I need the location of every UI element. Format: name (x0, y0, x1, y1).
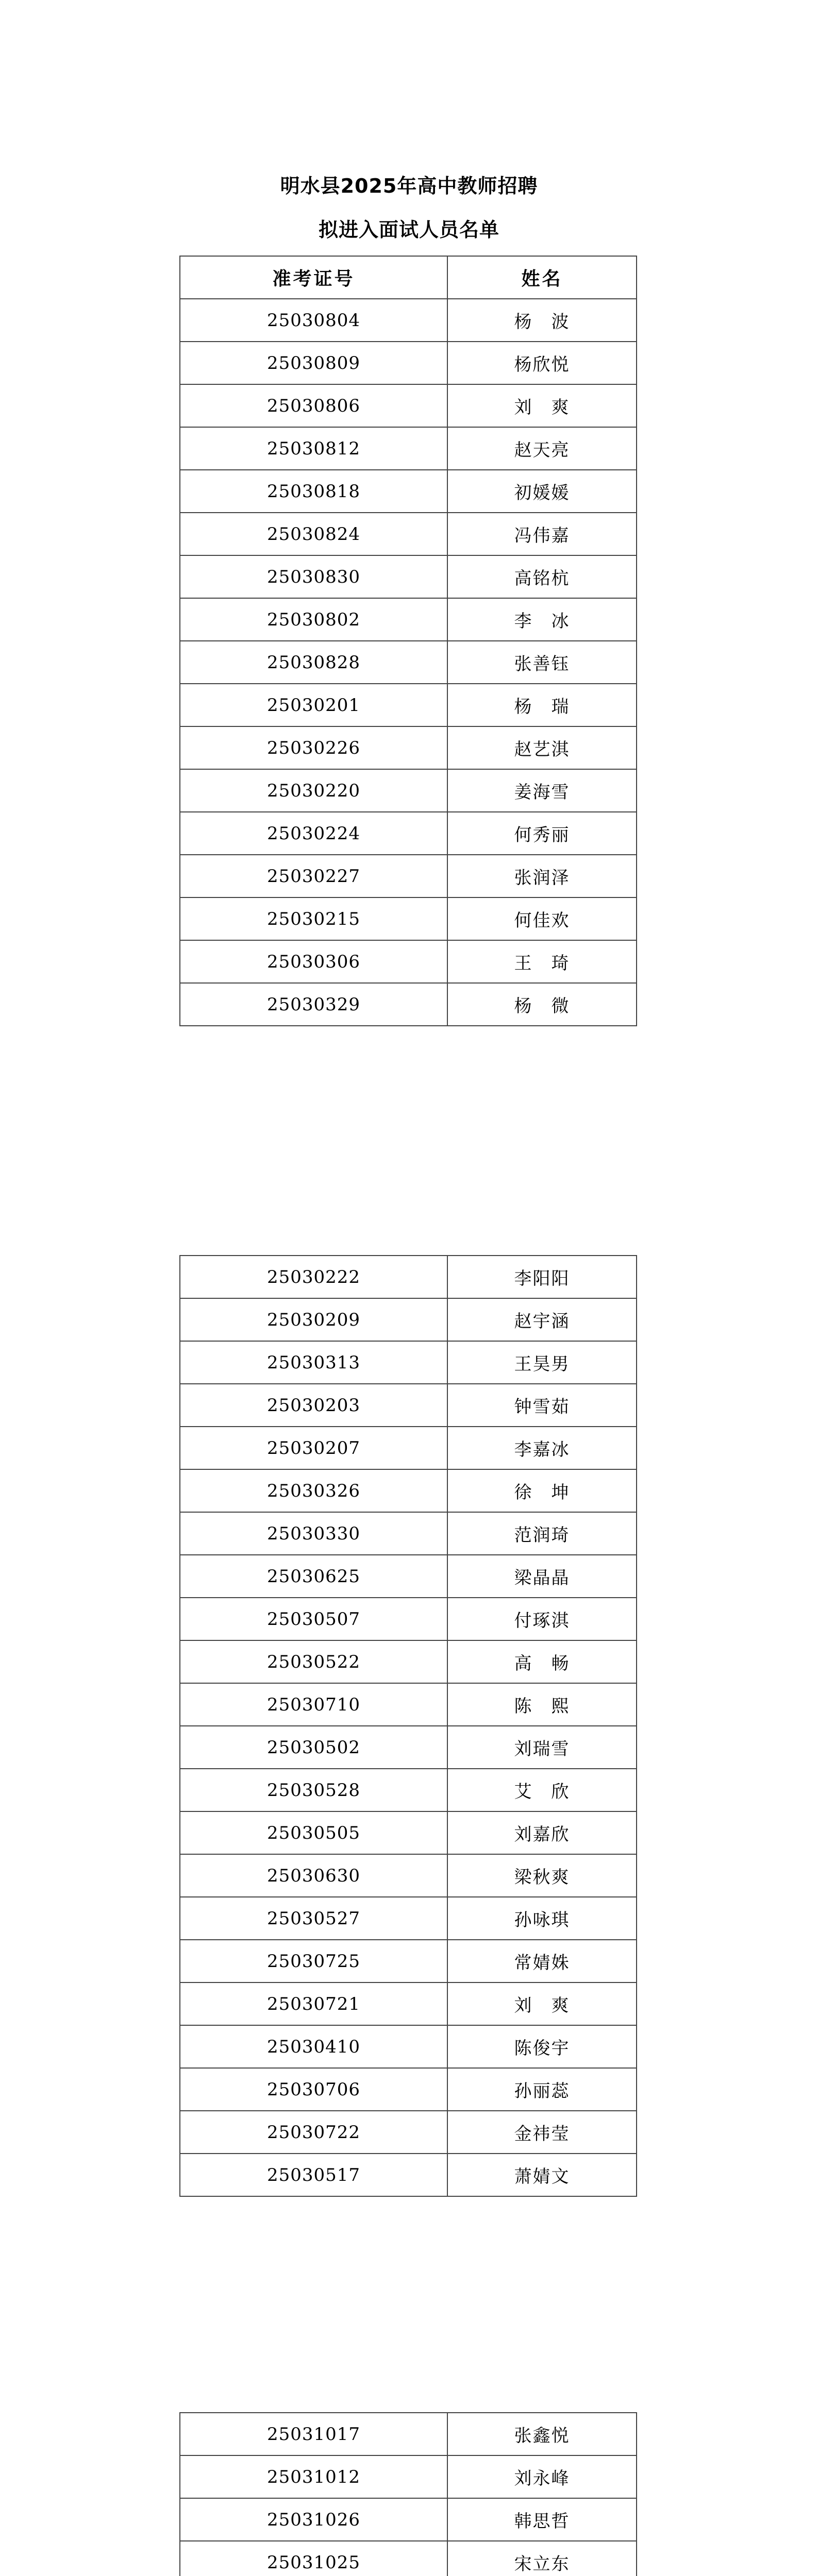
table-row (180, 1298, 637, 1341)
exam-id-cell: 25030828 (180, 641, 447, 684)
table-row (180, 2025, 637, 2068)
exam-id-cell: 25030209 (180, 1298, 447, 1341)
table-header-row (180, 256, 637, 299)
exam-id-cell: 25030227 (180, 855, 447, 897)
candidate-name-cell: 范润琦 (447, 1512, 637, 1555)
exam-id-cell: 25031025 (180, 2541, 447, 2576)
candidate-name-cell: 刘 爽 (447, 384, 637, 427)
table-row (180, 812, 637, 855)
candidate-name-cell: 杨 波 (447, 299, 637, 342)
table-row (180, 1341, 637, 1384)
exam-id-cell: 25030721 (180, 1982, 447, 2025)
header-name: 姓名 (447, 256, 637, 299)
table-row (180, 299, 637, 342)
table-row (180, 470, 637, 513)
table-row (180, 1469, 637, 1512)
candidate-name-cell: 梁秋爽 (447, 1854, 637, 1897)
exam-id-cell: 25030809 (180, 342, 447, 384)
table-row (180, 1512, 637, 1555)
candidate-name-cell: 何佳欢 (447, 897, 637, 940)
candidate-name-cell: 赵艺淇 (447, 726, 637, 769)
candidate-table-page-2 (179, 1255, 637, 2197)
exam-id-cell: 25030706 (180, 2068, 447, 2111)
candidate-name-cell: 何秀丽 (447, 812, 637, 855)
exam-id-cell: 25030502 (180, 1726, 447, 1769)
table-row (180, 2541, 637, 2576)
candidate-name-cell: 刘嘉欣 (447, 1811, 637, 1854)
exam-id-cell: 25030818 (180, 470, 447, 513)
candidate-name-cell: 赵天亮 (447, 427, 637, 470)
candidate-name-cell: 陈 熙 (447, 1683, 637, 1726)
table-row (180, 1811, 637, 1854)
table-row (180, 2498, 637, 2541)
candidate-name-cell: 徐 坤 (447, 1469, 637, 1512)
table-row (180, 427, 637, 470)
exam-id-cell: 25030522 (180, 1640, 447, 1683)
table-row (180, 598, 637, 641)
table-row (180, 513, 637, 555)
exam-id-cell: 25030804 (180, 299, 447, 342)
table-row (180, 769, 637, 812)
exam-id-cell: 25030528 (180, 1769, 447, 1811)
table-row (180, 1897, 637, 1940)
table-row (180, 2111, 637, 2154)
candidate-name-cell: 赵宇涵 (447, 1298, 637, 1341)
exam-id-cell: 25030725 (180, 1940, 447, 1982)
candidate-name-cell: 张润泽 (447, 855, 637, 897)
table-row (180, 1598, 637, 1640)
table-row (180, 1683, 637, 1726)
document-title: 明水县2025年高中教师招聘 (280, 175, 538, 197)
exam-id-cell: 25030410 (180, 2025, 447, 2068)
candidate-name-cell: 张善钰 (447, 641, 637, 684)
exam-id-cell: 25030517 (180, 2154, 447, 2196)
candidate-name-cell: 刘永峰 (447, 2455, 637, 2498)
table-row (180, 1555, 637, 1598)
exam-id-cell: 25030802 (180, 598, 447, 641)
candidate-name-cell: 李阳阳 (447, 1256, 637, 1298)
table-row (180, 726, 637, 769)
candidate-name-cell: 金祎莹 (447, 2111, 637, 2154)
candidate-name-cell: 韩思哲 (447, 2498, 637, 2541)
exam-id-cell: 25031012 (180, 2455, 447, 2498)
candidate-name-cell: 付琢淇 (447, 1598, 637, 1640)
candidate-table-page-3 (179, 2412, 637, 2576)
candidate-name-cell: 初媛媛 (447, 470, 637, 513)
table-row (180, 641, 637, 684)
exam-id-cell: 25030625 (180, 1555, 447, 1598)
table-row (180, 2068, 637, 2111)
table-row (180, 940, 637, 983)
table-row (180, 1854, 637, 1897)
candidate-name-cell: 艾 欣 (447, 1769, 637, 1811)
candidate-name-cell: 孙咏琪 (447, 1897, 637, 1940)
exam-id-cell: 25030329 (180, 983, 447, 1026)
candidate-name-cell: 萧婧文 (447, 2154, 637, 2196)
exam-id-cell: 25030830 (180, 555, 447, 598)
exam-id-cell: 25030824 (180, 513, 447, 555)
candidate-name-cell: 钟雪茹 (447, 1384, 637, 1427)
table-row (180, 2455, 637, 2498)
candidate-name-cell: 王 琦 (447, 940, 637, 983)
exam-id-cell: 25030226 (180, 726, 447, 769)
exam-id-cell: 25030222 (180, 1256, 447, 1298)
candidate-name-cell: 高 畅 (447, 1640, 637, 1683)
exam-id-cell: 25030313 (180, 1341, 447, 1384)
candidate-name-cell: 李 冰 (447, 598, 637, 641)
candidate-name-cell: 张鑫悦 (447, 2413, 637, 2455)
exam-id-cell: 25030722 (180, 2111, 447, 2154)
exam-id-cell: 25031026 (180, 2498, 447, 2541)
exam-id-cell: 25030527 (180, 1897, 447, 1940)
exam-id-cell: 25030812 (180, 427, 447, 470)
table-row (180, 855, 637, 897)
table-row (180, 1640, 637, 1683)
candidate-name-cell: 高铭杭 (447, 555, 637, 598)
table-row (180, 1982, 637, 2025)
candidate-name-cell: 孙丽蕊 (447, 2068, 637, 2111)
exam-id-cell: 25030630 (180, 1854, 447, 1897)
candidate-name-cell: 杨欣悦 (447, 342, 637, 384)
header-exam-id: 准考证号 (180, 256, 447, 299)
exam-id-cell: 25030220 (180, 769, 447, 812)
exam-id-cell: 25030326 (180, 1469, 447, 1512)
table-row (180, 1940, 637, 1982)
candidate-name-cell: 李嘉冰 (447, 1427, 637, 1469)
exam-id-cell: 25030207 (180, 1427, 447, 1469)
exam-id-cell: 25030224 (180, 812, 447, 855)
table-row (180, 897, 637, 940)
document-subtitle: 拟进入面试人员名单 (318, 218, 499, 241)
candidate-table-page-1 (179, 256, 637, 1026)
exam-id-cell: 25030710 (180, 1683, 447, 1726)
exam-id-cell: 25030505 (180, 1811, 447, 1854)
table-row (180, 1769, 637, 1811)
candidate-name-cell: 刘瑞雪 (447, 1726, 637, 1769)
table-row (180, 1726, 637, 1769)
exam-id-cell: 25030806 (180, 384, 447, 427)
exam-id-cell: 25031017 (180, 2413, 447, 2455)
candidate-name-cell: 姜海雪 (447, 769, 637, 812)
candidate-name-cell: 陈俊宇 (447, 2025, 637, 2068)
candidate-name-cell: 杨 瑞 (447, 684, 637, 726)
table-row (180, 983, 637, 1026)
exam-id-cell: 25030201 (180, 684, 447, 726)
table-row (180, 684, 637, 726)
table-row (180, 1427, 637, 1469)
candidate-name-cell: 梁晶晶 (447, 1555, 637, 1598)
exam-id-cell: 25030330 (180, 1512, 447, 1555)
candidate-name-cell: 宋立东 (447, 2541, 637, 2576)
exam-id-cell: 25030215 (180, 897, 447, 940)
table-row (180, 555, 637, 598)
candidate-name-cell: 冯伟嘉 (447, 513, 637, 555)
exam-id-cell: 25030507 (180, 1598, 447, 1640)
table-row (180, 342, 637, 384)
candidate-name-cell: 刘 爽 (447, 1982, 637, 2025)
table-row (180, 384, 637, 427)
candidate-name-cell: 王昊男 (447, 1341, 637, 1384)
candidate-name-cell: 常婧姝 (447, 1940, 637, 1982)
table-row (180, 1384, 637, 1427)
exam-id-cell: 25030306 (180, 940, 447, 983)
table-row (180, 2413, 637, 2455)
exam-id-cell: 25030203 (180, 1384, 447, 1427)
table-row (180, 2154, 637, 2196)
table-row (180, 1256, 637, 1298)
candidate-name-cell: 杨 微 (447, 983, 637, 1026)
